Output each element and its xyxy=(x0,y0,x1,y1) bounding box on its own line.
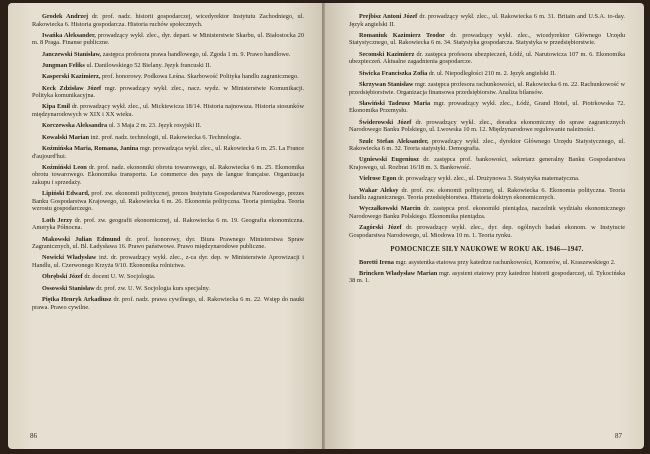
staff-details: dr. prowadzący wykł. zlec., dyr. dep. ogólnych badań ekonom. w Instytucie Gospodarstwa Narodowego, ul. Miodowa 10 m. 1. Teoria rynku. xyxy=(349,224,626,239)
section-heading: POMOCNICZE SIŁY NAUKOWE W ROKU AK. 1946—1947. xyxy=(390,245,584,253)
staff-details: prowadzący wykł. zlec., dyr. depart. w Ministerstwie Skarbu, ul. Białostocka 20 m. 8 Praga. Finanse publiczne. xyxy=(32,31,304,47)
staff-name: Janczewski Stanisław, xyxy=(42,50,102,58)
staff-name: Nowicki Władysław xyxy=(42,254,97,262)
staff-name: Sławiński Tadeusz Maria xyxy=(359,99,431,107)
staff-details: dr. ul. Niepodległości 210 m. 2. Język angielski II. xyxy=(428,69,556,77)
staff-name: Keck Zdzisław Józef xyxy=(42,84,102,92)
staff-name: Secomski Kazimierz xyxy=(359,50,415,58)
staff-entry xyxy=(349,224,625,239)
staff-name: Vielrose Egon xyxy=(359,175,397,183)
staff-name: Zagórski Józef xyxy=(359,224,402,232)
staff-name: Piętka Henryk Arkadiusz xyxy=(42,295,112,303)
staff-entry xyxy=(349,156,625,171)
staff-details: mgr. asystentka etatowa przy katedrze rachunkowości, Komorów, ul. Kraszewskiego 2. xyxy=(395,258,616,266)
staff-entry xyxy=(32,103,304,118)
staff-entry xyxy=(32,122,304,130)
staff-name: Korczewska Aleksandra xyxy=(42,122,108,130)
staff-details: inż. dr. prowadzący wykł. zlec., z-ca dyr. dep. w Ministerstwie Aprowizacji i Handlu, ul. Czerwonego Krzyża 9/10. Ekonomika rolnictwa. xyxy=(32,254,304,270)
staff-entry xyxy=(349,81,625,96)
staff-name: Jungman Feliks xyxy=(42,62,85,70)
staff-entry xyxy=(32,32,304,47)
staff-entry xyxy=(349,51,625,66)
staff-details: dr. prowadzący wykł. zlec., ul. Drużynowa 3. Statystyka matematyczna. xyxy=(397,175,580,183)
staff-details: dr. zastępca prof. bankowości, sekretarz generalny Banku Gospodarstwa Krajowego, ul. Rozbrat 16/18 m. 3. Bankowość. xyxy=(349,156,626,171)
left-page xyxy=(8,3,323,449)
staff-name: Kipa Emil xyxy=(42,103,70,111)
staff-name: Siwicka Franciszka Zofia xyxy=(359,69,428,77)
staff-details: dr. zastępca profesora ubezpieczeń, Łódź, ul. Narutowicza 107 m. 6. Ekonomika ubezpieczeń. Aktualne zagadnienia gospodarcze. xyxy=(349,50,626,66)
staff-entry xyxy=(349,205,625,220)
staff-entry xyxy=(32,217,304,232)
staff-name: Kowalski Marian xyxy=(42,133,90,141)
staff-entry xyxy=(349,138,625,153)
staff-entry xyxy=(32,296,304,311)
staff-name: Romaniuk Kazimierz Teodor xyxy=(359,31,445,39)
staff-name: Kasperski Kazimierz, xyxy=(42,73,101,81)
staff-name: Iwańka Aleksander, xyxy=(42,31,96,39)
staff-entry xyxy=(349,187,625,202)
staff-entry xyxy=(349,32,625,47)
staff-entry xyxy=(32,254,304,269)
staff-details: mgr. prowadząca wykł. zlec., ul. Rakowiecka 6 m. 25. La France d'aujourd'hui. xyxy=(32,144,304,160)
staff-details: prowadzący wykł. zlec., dyrektor Głównego Urzędu Statystycznego, ul. Rakowiecka 6 m. 32. Teoria statystyki. Demografia. xyxy=(349,137,625,153)
staff-details: dr. prof. nadz. historii gospodarczej, wicedyrektor Instytutu Zachodniego, ul. Rakowiecka 6. Historia gospodarcza. Historia ruchów społecznych. xyxy=(32,13,304,28)
staff-name: Obrębski Józef xyxy=(42,273,83,281)
staff-details: dr. prowadzący wykł. zlec., doradca ekonomiczny do spraw zagranicznych Narodowego Banku Polskiego, ul. Lwowska 10 m. 12. Międzynarodowe regulowanie należności. xyxy=(349,118,626,134)
staff-entry xyxy=(32,145,304,160)
staff-entry xyxy=(32,85,304,100)
book-spread xyxy=(8,3,644,449)
staff-details: dr. prowadzący wykł. zlec., wicedyrektor Głównego Urzędu Statystycznego, ul. Rakowiecka 6 m. 34. Statystyka gospodarcza. Statystyka w przedsiębiorstwie. xyxy=(349,31,625,47)
staff-entry xyxy=(32,134,304,142)
staff-details: prof. honorowy. Podkowa Leśna. Skarbowość Polityka handlu zagranicznego. xyxy=(102,73,299,81)
staff-details: mgr. asystent etatowy przy katedrze historii gospodarczej, ul. Tykocińska 38 m. 1. xyxy=(349,269,625,285)
staff-details: dr. prof. zw. U. W. Socjologia kurs specjalny. xyxy=(96,284,210,292)
staff-details: inż. prof. nadz. technologii, ul. Rakowiecka 6. Technologia. xyxy=(90,133,242,141)
right-page-column xyxy=(349,13,625,289)
staff-details: dr. prof. zw. geografii ekonomicznej, ul. Rakowiecka 6 m. 19. Geografia ekonomiczna. Ameryka Północna. xyxy=(32,216,304,232)
staff-entry xyxy=(349,259,625,267)
staff-name: Loth Jerzy xyxy=(42,216,73,224)
staff-details: dr. prowadzący wykł. zlec., ul. Mickiewicza 18/14. Historia najnowsza. Historia stosunków międzynarodowych w XIX i XX wieku. xyxy=(32,103,305,119)
staff-entry xyxy=(32,164,304,187)
staff-name: Wakar Aleksy xyxy=(359,186,399,194)
staff-entry xyxy=(32,285,304,293)
staff-details: prof. zw. ekonomii politycznej, prezes Instytutu Gospodarstwa Narodowego, prezes Banku Gospodarstwa Krajowego, ul. Rakowiecka 6 m. 26. Ekonomia polityczna. Teoria pieniądza. Teoria wzrostu gospodarczego. xyxy=(32,190,304,213)
staff-name: Makowski Julian Edmund xyxy=(42,235,121,243)
staff-name: Grodek Andrzej xyxy=(42,13,89,20)
staff-entry xyxy=(32,236,304,251)
staff-entry xyxy=(32,62,304,70)
staff-details: mgr. zastępca profesora rachunkowości, ul. Rakowiecka 6 m. 22. Rachunkowość w przedsiębiorstwie. Organizacja finansowa przedsiębiorstw. Analiza bilansów. xyxy=(349,80,626,96)
staff-entry xyxy=(32,73,304,81)
right-page-number: 87 xyxy=(615,432,622,440)
staff-entry xyxy=(32,190,304,213)
staff-entry xyxy=(349,119,625,134)
staff-name: Szulc Stefan Aleksander, xyxy=(359,137,429,145)
staff-name: Świderowski Józef xyxy=(359,118,412,126)
staff-details: dr. prowadzący wykł. zlec., ul. Rakowiecka 6 m. 31. Britain and U.S.A. to-day. Język angielski II. xyxy=(349,13,626,28)
staff-name: Ugniewski Eugeniusz xyxy=(359,156,419,164)
staff-name: Brincken Władysław Marian xyxy=(359,269,438,277)
staff-details: ul. 3 Maja 2 m. 23. Język rosyjski II. xyxy=(108,122,202,130)
staff-details: dr. prof. honorowy, dyr. Biura Prawnego Ministerstwa Spraw Zagranicznych, ul. Bl. Ładysława 16. Prawo państwowe. Prawo międzynarodowe publiczne. xyxy=(32,235,304,251)
staff-details: dr. prof. nadz. prawa cywilnego, ul. Rakowiecka 6 m. 22. Wstęp do nauki prawa. Prawo cywilne. xyxy=(32,295,305,311)
staff-entry xyxy=(32,51,304,59)
staff-entry xyxy=(349,70,625,78)
staff-name: Prejbisz Antoni Józef xyxy=(359,13,418,20)
staff-entry xyxy=(349,175,625,183)
staff-entry xyxy=(349,270,625,285)
staff-name: Koźmińska Maria, Romana, Janina xyxy=(42,144,139,152)
staff-entry xyxy=(349,100,625,115)
staff-entry xyxy=(349,13,625,28)
staff-details: dr. prof. zw. ekonomii politycznej, ul. Rakowiecka 6. Ekonomia polityczna. Teoria handlu zagranicznego. Teoria przedsiębiorstwa. Historia doktryn ekonomicznych. xyxy=(349,186,625,202)
staff-details: zastępca profesora prawa handlowego, ul. Zgoda 1 m. 9. Prawo handlowe. xyxy=(102,50,291,58)
staff-name: Lipiński Edward, xyxy=(42,190,90,198)
staff-name: Skrzywan Stanisław xyxy=(359,80,414,88)
right-page xyxy=(325,3,644,449)
staff-details: mgr. prowadzący wykł. zlec., nacz. wydz. w Ministerstwie Komunikacji. Polityka komunikacyjna. xyxy=(32,84,305,100)
staff-name: Ossowski Stanisław xyxy=(42,284,95,292)
staff-name: Wyczałkowski Marcin xyxy=(359,205,421,213)
staff-details: dr. prof. nadz. ekonomiki obrotu towarowego, ul. Rakowiecka 6 m. 25. Ekonomika obrotu towarowego. Ekonomika transportu. Le commerce des pays de langue française. Organizacja zakupu i sprzedaży. xyxy=(32,163,304,186)
staff-details: dr. docent U. W. Socjologia. xyxy=(84,273,156,281)
staff-details: dr. zastępca prof. ekonomiki pieniądza, naczelnik wydziału ekonomicznego Narodowego Banku Polskiego. Ekonomika pieniądza. xyxy=(349,205,625,221)
staff-details: ul. Danilowskiego 52 Bielany. Język francuski II. xyxy=(86,62,212,70)
staff-entry xyxy=(32,273,304,281)
staff-entry xyxy=(32,13,304,28)
left-page-column xyxy=(32,13,304,315)
staff-details: mgr. prowadzący wykł. zlec., Łódź, Grand Hotel, ul. Piotrkowska 72. Ekonomika Przemysłu. xyxy=(349,99,626,115)
staff-name: Koźmiński Leon xyxy=(42,163,87,171)
staff-name: Boretti Irena xyxy=(359,258,394,266)
left-page-number: 86 xyxy=(30,432,37,440)
